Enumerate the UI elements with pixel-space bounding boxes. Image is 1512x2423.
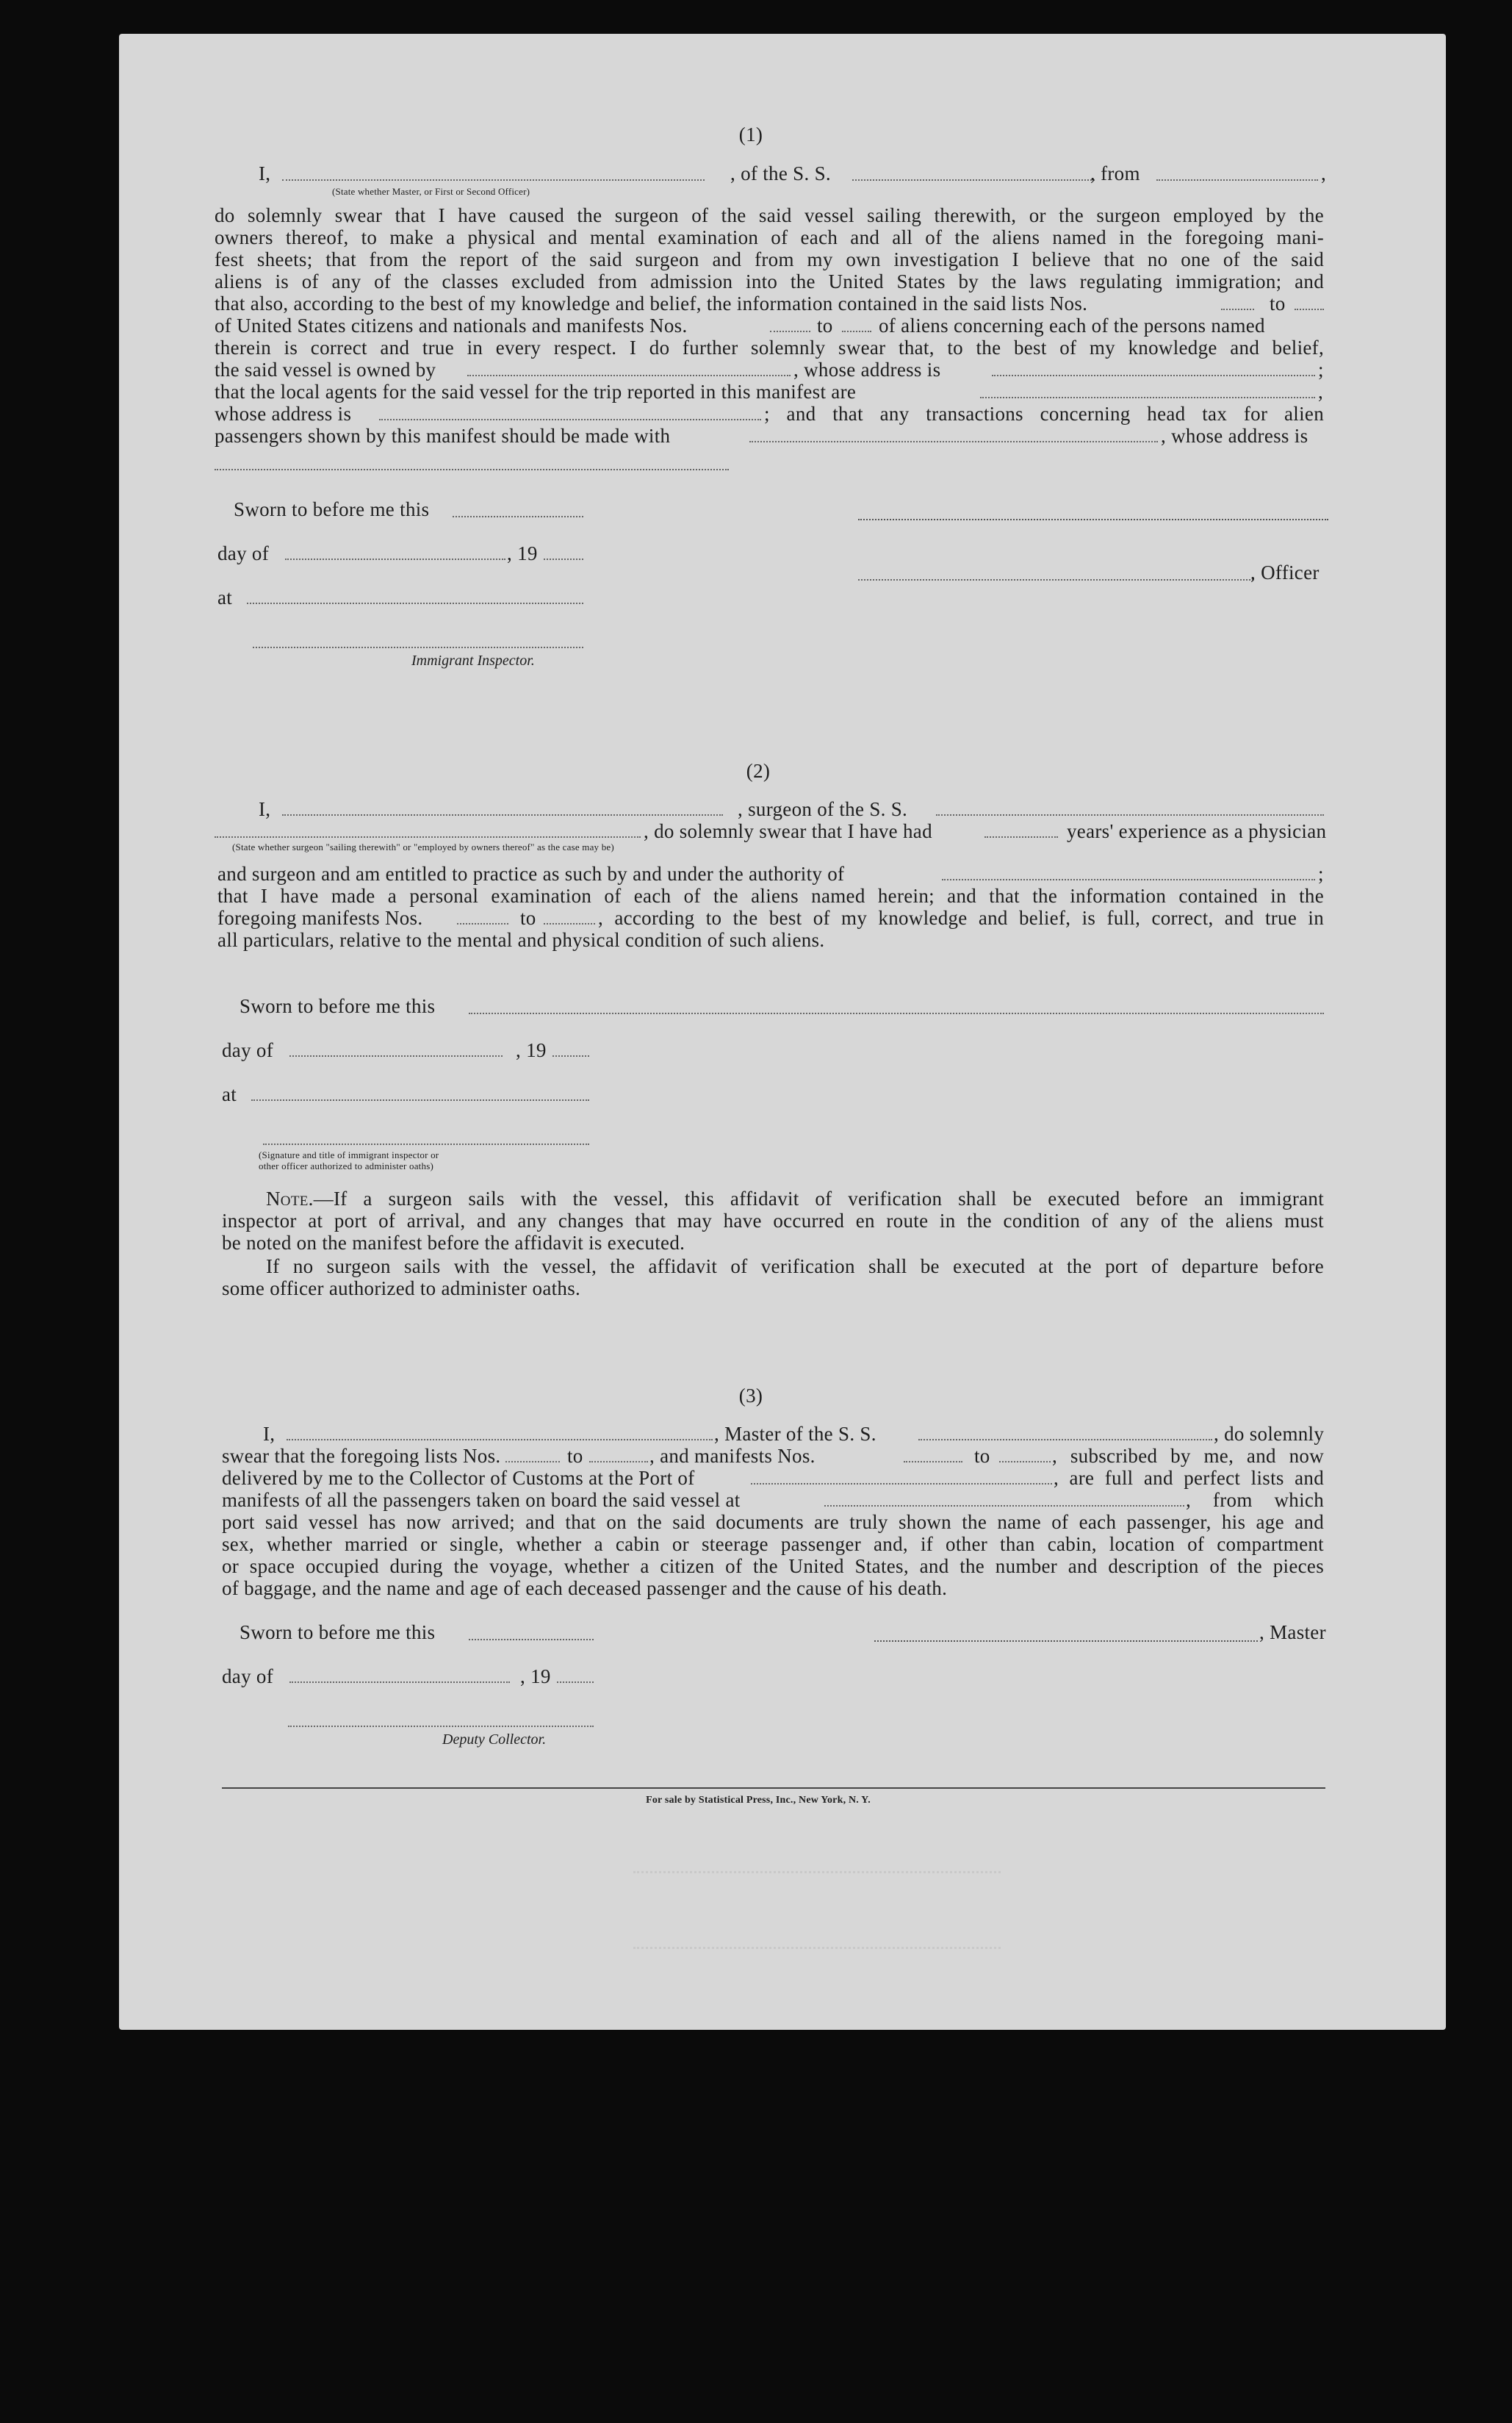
vessel-name-field[interactable] — [852, 179, 1095, 181]
oath-text-line: whose address is — [215, 403, 352, 425]
signature-caption: (Signature and title of immigrant inspector or — [259, 1149, 439, 1160]
local-agents-field[interactable] — [980, 397, 1315, 398]
label-surgeon-of-ss: , surgeon of the S. S. — [738, 798, 908, 820]
label-of-ss: , of the S. S. — [730, 162, 831, 184]
section-number: (1) — [738, 123, 763, 146]
owner-name-field[interactable] — [467, 375, 791, 376]
oath-text-line: manifests of all the passengers taken on board the said vessel at — [222, 1489, 741, 1511]
month-field[interactable] — [289, 1055, 503, 1057]
oath-text-line: sex, whether married or single, whether a cabin or steerage passenger and, if other than cabin, location of compartment — [222, 1533, 1324, 1555]
label-to: to — [974, 1445, 990, 1467]
manifest-no-from-field[interactable] — [904, 1461, 962, 1462]
oath-text-line: of United States citizens and nationals and manifests Nos. — [215, 315, 688, 337]
at-label: at — [222, 1083, 237, 1105]
surgeon-status-field[interactable] — [215, 836, 641, 838]
list-no-from-field[interactable] — [1221, 309, 1254, 310]
label-to: to — [1270, 292, 1286, 315]
oath-text-line: fest sheets; that from the report of the said surgeon and from my own investigation I believe that no one of the said — [215, 248, 1324, 270]
years-experience-field[interactable] — [984, 836, 1058, 838]
oath-text-line: passengers shown by this manifest should be made with — [215, 425, 671, 447]
surgeon-name-field[interactable] — [282, 814, 723, 816]
oath-text-line: port said vessel has now arrived; and that on the said documents are truly shown the name of each passenger, his age and — [222, 1511, 1324, 1533]
oath-text-line: do solemnly swear that I have caused the surgeon of the said vessel sailing therewith, or the surgeon employed by the — [215, 204, 1324, 226]
note-line: If no surgeon sails with the vessel, the affidavit of verification shall be executed at the port of departure before — [266, 1255, 1324, 1277]
label-address: , whose address is — [1161, 425, 1308, 447]
note-line: some officer authorized to administer oaths. — [222, 1277, 581, 1299]
inspector-signature-line[interactable] — [263, 1144, 589, 1145]
list-no-to-field[interactable] — [1295, 309, 1324, 310]
oath-text-line: that the local agents for the said vessel for the trip reported in this manifest are — [215, 381, 857, 403]
sworn-label: Sworn to before me this — [240, 1621, 436, 1643]
month-field[interactable] — [285, 559, 505, 560]
bleed-through-marks — [633, 1871, 1001, 1949]
footer-rule — [222, 1787, 1325, 1789]
year-field[interactable] — [557, 1681, 594, 1683]
punctuation: ; — [1318, 359, 1324, 381]
oath-text-line: years' experience as a physician — [1067, 820, 1327, 842]
note-line: inspector at port of arrival, and any changes that may have occurred en route in the condition of any of the aliens must — [222, 1210, 1324, 1232]
oath-text-line: owners thereof, to make a physical and mental examination of each and all of the aliens named in the foregoing mani- — [215, 226, 1324, 248]
punctuation: , — [1318, 381, 1324, 403]
oath-text-line: foregoing manifests Nos. — [217, 907, 423, 929]
month-field[interactable] — [289, 1681, 510, 1683]
manifest-no-from-field[interactable] — [770, 331, 810, 332]
oath-text-line: of aliens concerning each of the persons named — [879, 315, 1265, 337]
label-to: to — [567, 1445, 583, 1467]
oath-text-line: delivered by me to the Collector of Customs at the Port of — [222, 1467, 695, 1489]
sworn-date-field[interactable] — [469, 1639, 594, 1640]
departure-port-field[interactable] — [1156, 179, 1318, 181]
label-master-of-ss: , Master of the S. S. — [714, 1423, 876, 1445]
oath-text-line: , according to the best of my knowledge and belief, is full, correct, and true in — [598, 907, 1324, 929]
label-from: , from — [1090, 162, 1140, 184]
oath-text-line: all particulars, relative to the mental and physical condition of such aliens. — [217, 929, 825, 951]
oath-text-line: , do solemnly — [1214, 1423, 1325, 1445]
oath-text-line: therein is correct and true in every respect. I do further solemnly swear that, to the best of my knowledge and belief, — [215, 337, 1324, 359]
printer-credit: For sale by Statistical Press, Inc., New York, N. Y. — [646, 1795, 871, 1806]
place-field[interactable] — [251, 1099, 589, 1101]
collector-caption: Deputy Collector. — [442, 1731, 547, 1748]
manifest-no-to-field[interactable] — [544, 923, 595, 925]
authority-field[interactable] — [942, 879, 1315, 880]
oath-text-line: that also, according to the best of my knowledge and belief, the information contained in the said lists Nos. — [215, 292, 1088, 315]
officer-name-field[interactable] — [282, 179, 705, 181]
officer-title-line[interactable] — [858, 579, 1253, 581]
sworn-date-field[interactable] — [469, 1013, 1324, 1014]
vessel-name-field[interactable] — [918, 1439, 1212, 1440]
sworn-date-field[interactable] — [453, 516, 583, 517]
day-of-label: day of — [222, 1039, 274, 1061]
label-i: I, — [259, 162, 271, 184]
oath-text-line: , and manifests Nos. — [649, 1445, 816, 1467]
note-text: —If a surgeon sails with the vessel, this affidavit of verification shall be executed before an immigrant — [313, 1188, 1324, 1210]
manifest-no-to-field[interactable] — [842, 331, 871, 332]
surgeon-caption: (State whether surgeon "sailing therewith" or "employed by owners thereof" as the case may be) — [232, 841, 614, 852]
manifest-no-to-field[interactable] — [999, 1461, 1051, 1462]
embarkation-port-field[interactable] — [824, 1505, 1184, 1507]
label-to: to — [817, 315, 833, 337]
form-page — [119, 34, 1446, 2030]
list-no-from-field[interactable] — [505, 1461, 560, 1462]
year-field[interactable] — [552, 1055, 589, 1057]
inspector-signature-line[interactable] — [253, 647, 583, 648]
inspector-caption: Immigrant Inspector. — [411, 653, 535, 669]
oath-text-line: that I have made a personal examination of each of the aliens named herein; and that the information contained in the — [217, 885, 1324, 907]
year-prefix: , 19 — [520, 1665, 551, 1687]
signature-caption: other officer authorized to administer oaths) — [259, 1160, 433, 1171]
oath-text-line: and surgeon and am entitled to practice as such by and under the authority of — [217, 863, 845, 885]
place-field[interactable] — [247, 603, 583, 604]
label-i: I, — [263, 1423, 276, 1445]
master-signature-line[interactable] — [874, 1640, 1258, 1642]
year-prefix: , 19 — [516, 1039, 547, 1061]
oath-text-line: the said vessel is owned by — [215, 359, 436, 381]
owner-address-field[interactable] — [992, 375, 1315, 376]
punctuation: , — [1321, 162, 1327, 184]
punctuation: ; — [1318, 863, 1324, 885]
oath-text-line: of baggage, and the name and age of each deceased passenger and the cause of his death. — [222, 1577, 948, 1599]
head-tax-party-field[interactable] — [749, 441, 1158, 442]
oath-text-line: ; and that any transactions concerning head tax for alien — [764, 403, 1324, 425]
year-prefix: , 19 — [507, 542, 538, 564]
oath-text-line: or space occupied during the voyage, whether a citizen of the United States, and the number and description of the pieces — [222, 1555, 1324, 1577]
officer-label: , Officer — [1250, 561, 1320, 584]
officer-caption: (State whether Master, or First or Second Officer) — [332, 186, 530, 197]
collector-signature-line[interactable] — [288, 1726, 594, 1727]
day-of-label: day of — [222, 1665, 274, 1687]
vessel-name-field[interactable] — [936, 814, 1324, 816]
oath-text-line: , subscribed by me, and now — [1052, 1445, 1324, 1467]
day-of-label: day of — [217, 542, 270, 564]
agents-address-field[interactable] — [379, 419, 761, 420]
officer-signature-line[interactable] — [858, 519, 1328, 520]
oath-text-line: swear that the foregoing lists Nos. — [222, 1445, 501, 1467]
note-label: Note. — [266, 1188, 314, 1210]
sworn-label: Sworn to before me this — [234, 498, 430, 520]
section-number: (3) — [738, 1385, 763, 1407]
year-field[interactable] — [544, 559, 583, 560]
label-to: to — [520, 907, 536, 929]
oath-text-line: aliens is of any of the classes excluded from admission into the United States by the laws regulating immigration; and — [215, 270, 1324, 292]
master-name-field[interactable] — [287, 1439, 713, 1440]
master-label: , Master — [1259, 1621, 1326, 1643]
manifest-no-from-field[interactable] — [457, 923, 508, 925]
at-label: at — [217, 586, 233, 609]
arrival-port-field[interactable] — [751, 1483, 1052, 1485]
oath-text-line: , are full and perfect lists and — [1054, 1467, 1324, 1489]
oath-text-line: , do solemnly swear that I have had — [644, 820, 932, 842]
list-no-to-field[interactable] — [589, 1461, 648, 1462]
sworn-label: Sworn to before me this — [240, 995, 436, 1017]
label-i: I, — [259, 798, 271, 820]
head-tax-address-field[interactable] — [215, 469, 729, 470]
note-line — [266, 1188, 1324, 1210]
label-address: , whose address is — [793, 359, 941, 381]
oath-text-line: , from which — [1186, 1489, 1324, 1511]
note-line: be noted on the manifest before the affidavit is executed. — [222, 1232, 685, 1254]
section-number: (2) — [746, 760, 771, 782]
